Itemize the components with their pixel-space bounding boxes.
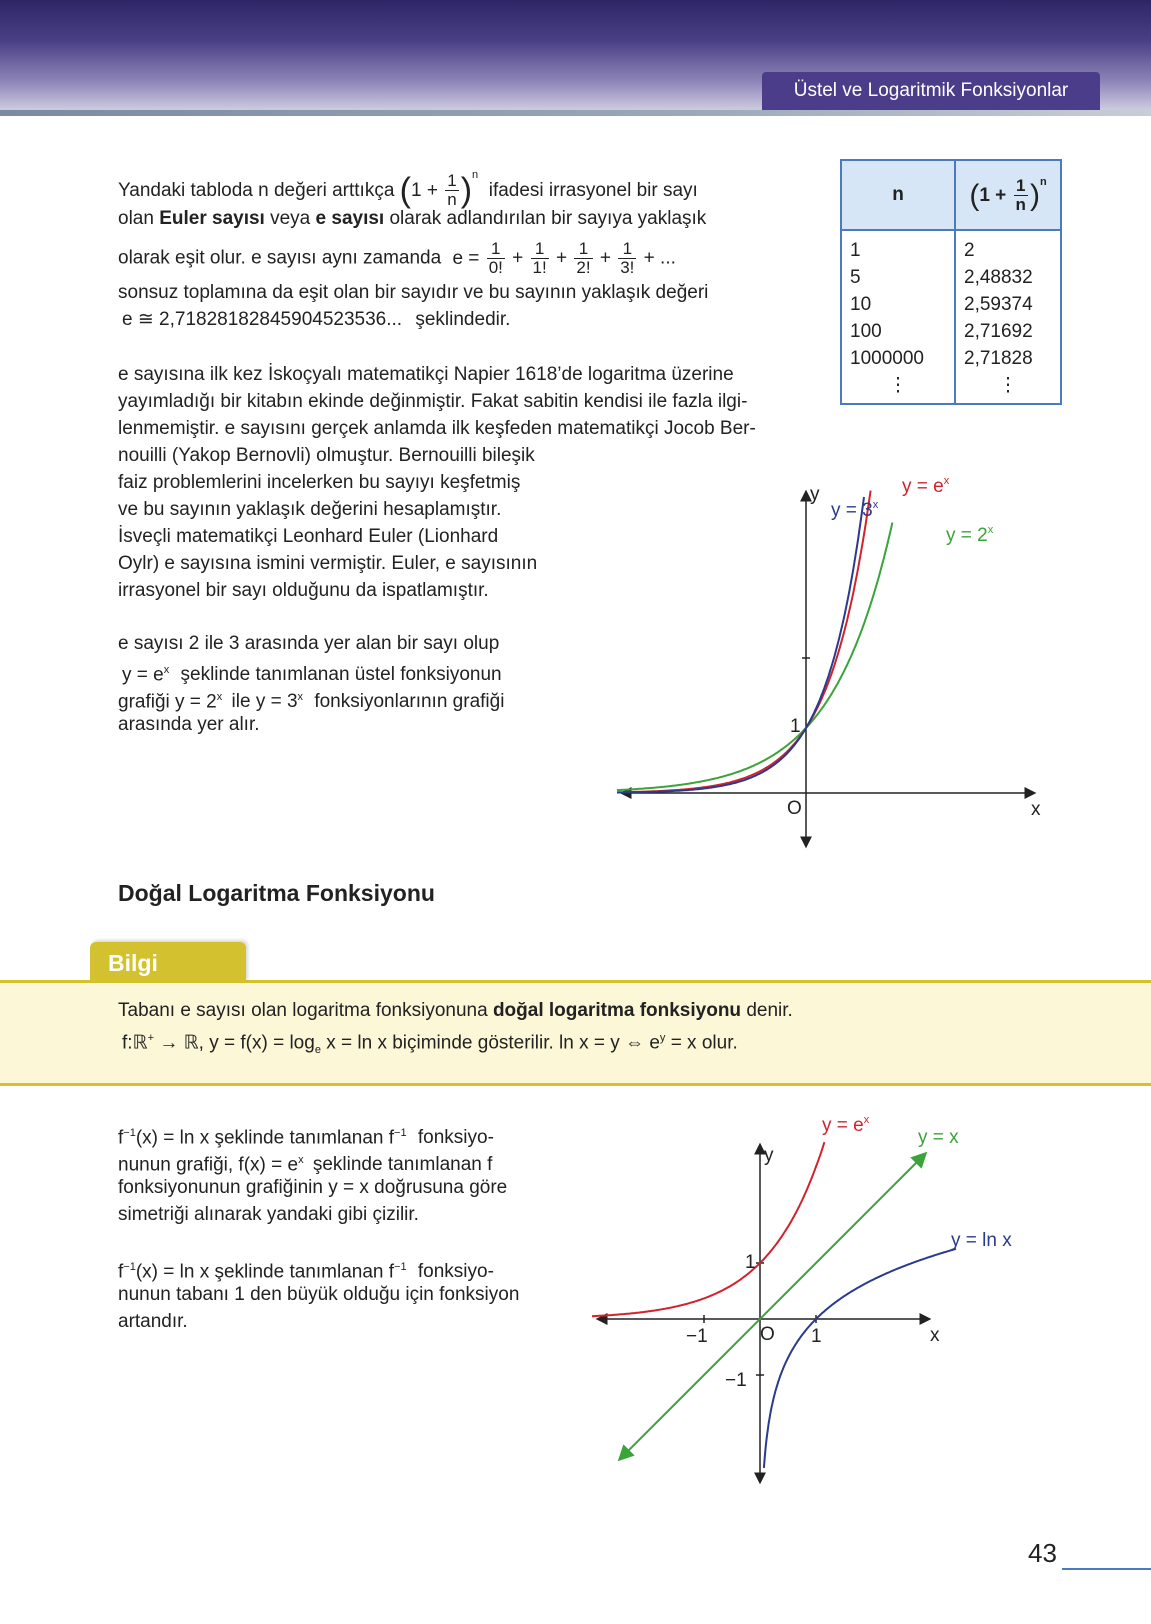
text: f <box>118 1127 124 1149</box>
text: grafiği y = 2 <box>118 691 217 713</box>
text: (x) = ln x şeklinde tanımlanan f <box>135 1261 395 1283</box>
para2-line-6: ve bu sayının yaklaşık değerini hesaplamıştır. <box>118 499 502 520</box>
cell-n: 5 <box>841 264 955 291</box>
text: şeklindedir. <box>415 309 511 330</box>
para2-line-5: faiz problemlerini incelerken bu sayıyı keşfetmiş <box>118 472 521 493</box>
label-2x-text: y = 2 <box>946 525 988 546</box>
text: → ℝ, y = f(x) = log <box>159 1032 315 1054</box>
bilgi-line-2 <box>122 1025 738 1064</box>
cell-value: 2,48832 <box>964 266 1033 288</box>
e-value: e ≅ 2,71828182845904523536... <box>122 309 403 330</box>
text: ile y = 3 <box>231 691 298 713</box>
fraction-1-1: $\frac{1}{1!}$ <box>532 239 547 277</box>
para2-line-4: nouilli (Yakop Bernovli) olmuştur. Bernouilli bileşik <box>118 445 535 466</box>
paren-close: ) <box>460 171 473 210</box>
cell-value: 2 <box>964 239 975 261</box>
text: fonksiyo- <box>417 1261 494 1283</box>
euler-term: Euler sayısı <box>159 208 265 229</box>
tick-label-y-minus1: −1 <box>725 1370 747 1391</box>
sup: x <box>297 691 304 703</box>
page-number-rule <box>1062 1568 1151 1570</box>
para4-line-4: simetriği alınarak yandaki gibi çizilir. <box>118 1204 419 1225</box>
intro-line-3: olarak eşit olur. e sayısı aynı zamanda e = $\frac{1}{0!}$ + $\frac{1}{1!}$ + $\frac{1}{2!}$ + $\frac{1}{3!}$ + ... <box>118 239 676 277</box>
section-title: Doğal Logaritma Fonksiyonu <box>118 880 435 906</box>
text: nunun grafiği, f(x) = e <box>118 1154 299 1176</box>
text: Tabanı e sayısı olan logaritma fonksiyonuna <box>118 1000 488 1021</box>
para5-line-3: artandır. <box>118 1311 188 1332</box>
curve-2x <box>617 523 892 791</box>
fraction-1-over-n: $\frac{1}{n}$ <box>447 171 457 210</box>
cell-n: 1000000 <box>841 345 955 372</box>
text: şeklinde tanımlanan üstel fonksiyonun <box>180 664 502 686</box>
line-y-equals-x <box>620 1154 925 1459</box>
text: x = ln x biçiminde gösterilir. ln x = y ⇔ e <box>326 1032 660 1054</box>
para2-line-3: lenmemiştir. e sayısını gerçek anlamda ilk keşfeden matematikçi Jocob Ber- <box>118 418 756 439</box>
sup: −1 <box>123 1261 136 1273</box>
label-y: y <box>810 484 820 505</box>
text: fonksiyo- <box>417 1127 494 1149</box>
tick-label-x-1: 1 <box>811 1326 822 1347</box>
sub: e <box>314 1044 321 1057</box>
sup: −1 <box>123 1127 136 1139</box>
cell-n: 10 <box>841 291 955 318</box>
text: f <box>118 1261 124 1283</box>
cell-n: 100 <box>841 318 955 345</box>
intro-line-4: sonsuz toplamına da eşit olan bir sayıdır ve bu sayının yaklaşık değeri <box>118 282 709 303</box>
label-ln: y = ln x <box>951 1230 1012 1251</box>
text: olarak adlandırılan bir sayıya yaklaşık <box>389 208 707 229</box>
curve-ln <box>764 1249 956 1468</box>
para3-line-4: arasında yer alır. <box>118 714 260 735</box>
intro-line-1: Yandaki tabloda n değeri arttıkça (1 + $\frac{1}{n}$ )$^n$ ifadesi irrasyonel bir sayı <box>118 169 698 210</box>
text: olarak eşit olur. e sayısı aynı zamanda <box>118 247 442 269</box>
label-ex-2 <box>822 1114 870 1136</box>
para2-line-8: Oylr) e sayısına ismini vermiştir. Euler, e sayısının <box>118 553 538 574</box>
sup: + <box>147 1032 155 1044</box>
text: denir. <box>746 1000 793 1021</box>
text: ifadesi irrasyonel bir sayı <box>488 180 698 201</box>
bold-term: doğal logaritma fonksiyonu <box>492 1000 742 1021</box>
para4-line-3: fonksiyonunun grafiğinin y = x doğrusuna göre <box>118 1177 508 1198</box>
cell-n: 1 <box>841 230 955 264</box>
sup: x <box>987 524 994 536</box>
sup: y <box>659 1032 666 1044</box>
tick-label-x-minus1: −1 <box>686 1326 708 1347</box>
cell-value: 2,71828 <box>964 347 1033 369</box>
para2-line-7: İsveçli matematikçi Leonhard Euler (Lionhard <box>118 526 499 547</box>
text: f:ℝ <box>122 1032 148 1054</box>
sup: x <box>216 691 223 703</box>
sup: x <box>872 499 879 511</box>
sup: −1 <box>394 1261 407 1273</box>
cell-value: 2,71692 <box>964 320 1033 342</box>
tick-label-y-1: 1 <box>745 1252 756 1273</box>
paren-open: ( <box>399 171 411 210</box>
label-3x <box>831 499 879 521</box>
sup: x <box>298 1154 304 1166</box>
para2-line-9: irrasyonel bir sayı olduğunu da ispatlamıştır. <box>118 580 489 601</box>
text: y = e <box>122 664 164 686</box>
text: şeklinde tanımlanan f <box>312 1154 493 1176</box>
label-ex-2-text: y = e <box>822 1115 864 1136</box>
text: (x) = ln x şeklinde tanımlanan f <box>135 1127 395 1149</box>
label-2x <box>946 524 994 546</box>
header-expression: (1 + $\frac{1}{n}$ )$^n$ <box>955 160 1061 230</box>
para3-line-1: e sayısı 2 ile 3 arasında yer alan bir sayı olup <box>118 633 500 654</box>
sup: −1 <box>394 1127 407 1139</box>
label-origin: O <box>787 798 802 819</box>
sup: x <box>163 664 170 676</box>
label-ex <box>902 475 950 497</box>
text: veya <box>270 208 311 229</box>
para2-line-1: e sayısına ilk kez İskoçyalı matematikçi Napier 1618’de logaritma üzerine <box>118 364 734 385</box>
text: Yandaki tabloda n değeri arttıkça <box>118 180 395 201</box>
label-1: 1 <box>790 716 801 737</box>
label-x: x <box>1031 799 1041 820</box>
label-origin-2: O <box>760 1324 775 1345</box>
fraction-1-0: $\frac{1}{0!}$ <box>488 239 503 277</box>
cell-value: ⋮ <box>998 375 1018 396</box>
text: e = <box>452 247 480 269</box>
cell-n: ⋮ <box>841 372 955 404</box>
page-number: 43 <box>1028 1538 1057 1568</box>
e-term: e sayısı <box>315 208 385 229</box>
text: = x olur. <box>670 1032 738 1054</box>
label-ex-text: y = e <box>902 476 944 497</box>
bilgi-line-1 <box>118 997 793 1024</box>
curve-3x <box>617 497 864 793</box>
cell-value: 2,59374 <box>964 293 1033 315</box>
label-y-2: y <box>764 1145 774 1166</box>
sup: x <box>943 475 950 487</box>
label-x-2: x <box>930 1325 940 1346</box>
fraction-1-3: $\frac{1}{3!}$ <box>620 239 635 277</box>
chapter-title: Üstel ve Logaritmik Fonksiyonlar <box>762 72 1100 110</box>
fraction-1-2: $\frac{1}{2!}$ <box>576 239 591 277</box>
sup: x <box>863 1114 870 1126</box>
curve-ex <box>617 491 871 793</box>
para5-line-2: nunun tabanı 1 den büyük olduğu için fonksiyon <box>118 1284 520 1305</box>
text: olan <box>118 208 154 229</box>
header-n: n <box>841 160 955 230</box>
text: fonksiyonlarının grafiği <box>314 691 505 713</box>
label-3x-text: y = 3 <box>831 500 873 521</box>
bilgi-tab: Bilgi <box>90 942 246 982</box>
label-yx: y = x <box>918 1127 959 1148</box>
para2-line-2: yayımladığı bir kitabın ekinde değinmiştir. Fakat sabitin kendisi ile fazla ilgi- <box>118 391 748 412</box>
